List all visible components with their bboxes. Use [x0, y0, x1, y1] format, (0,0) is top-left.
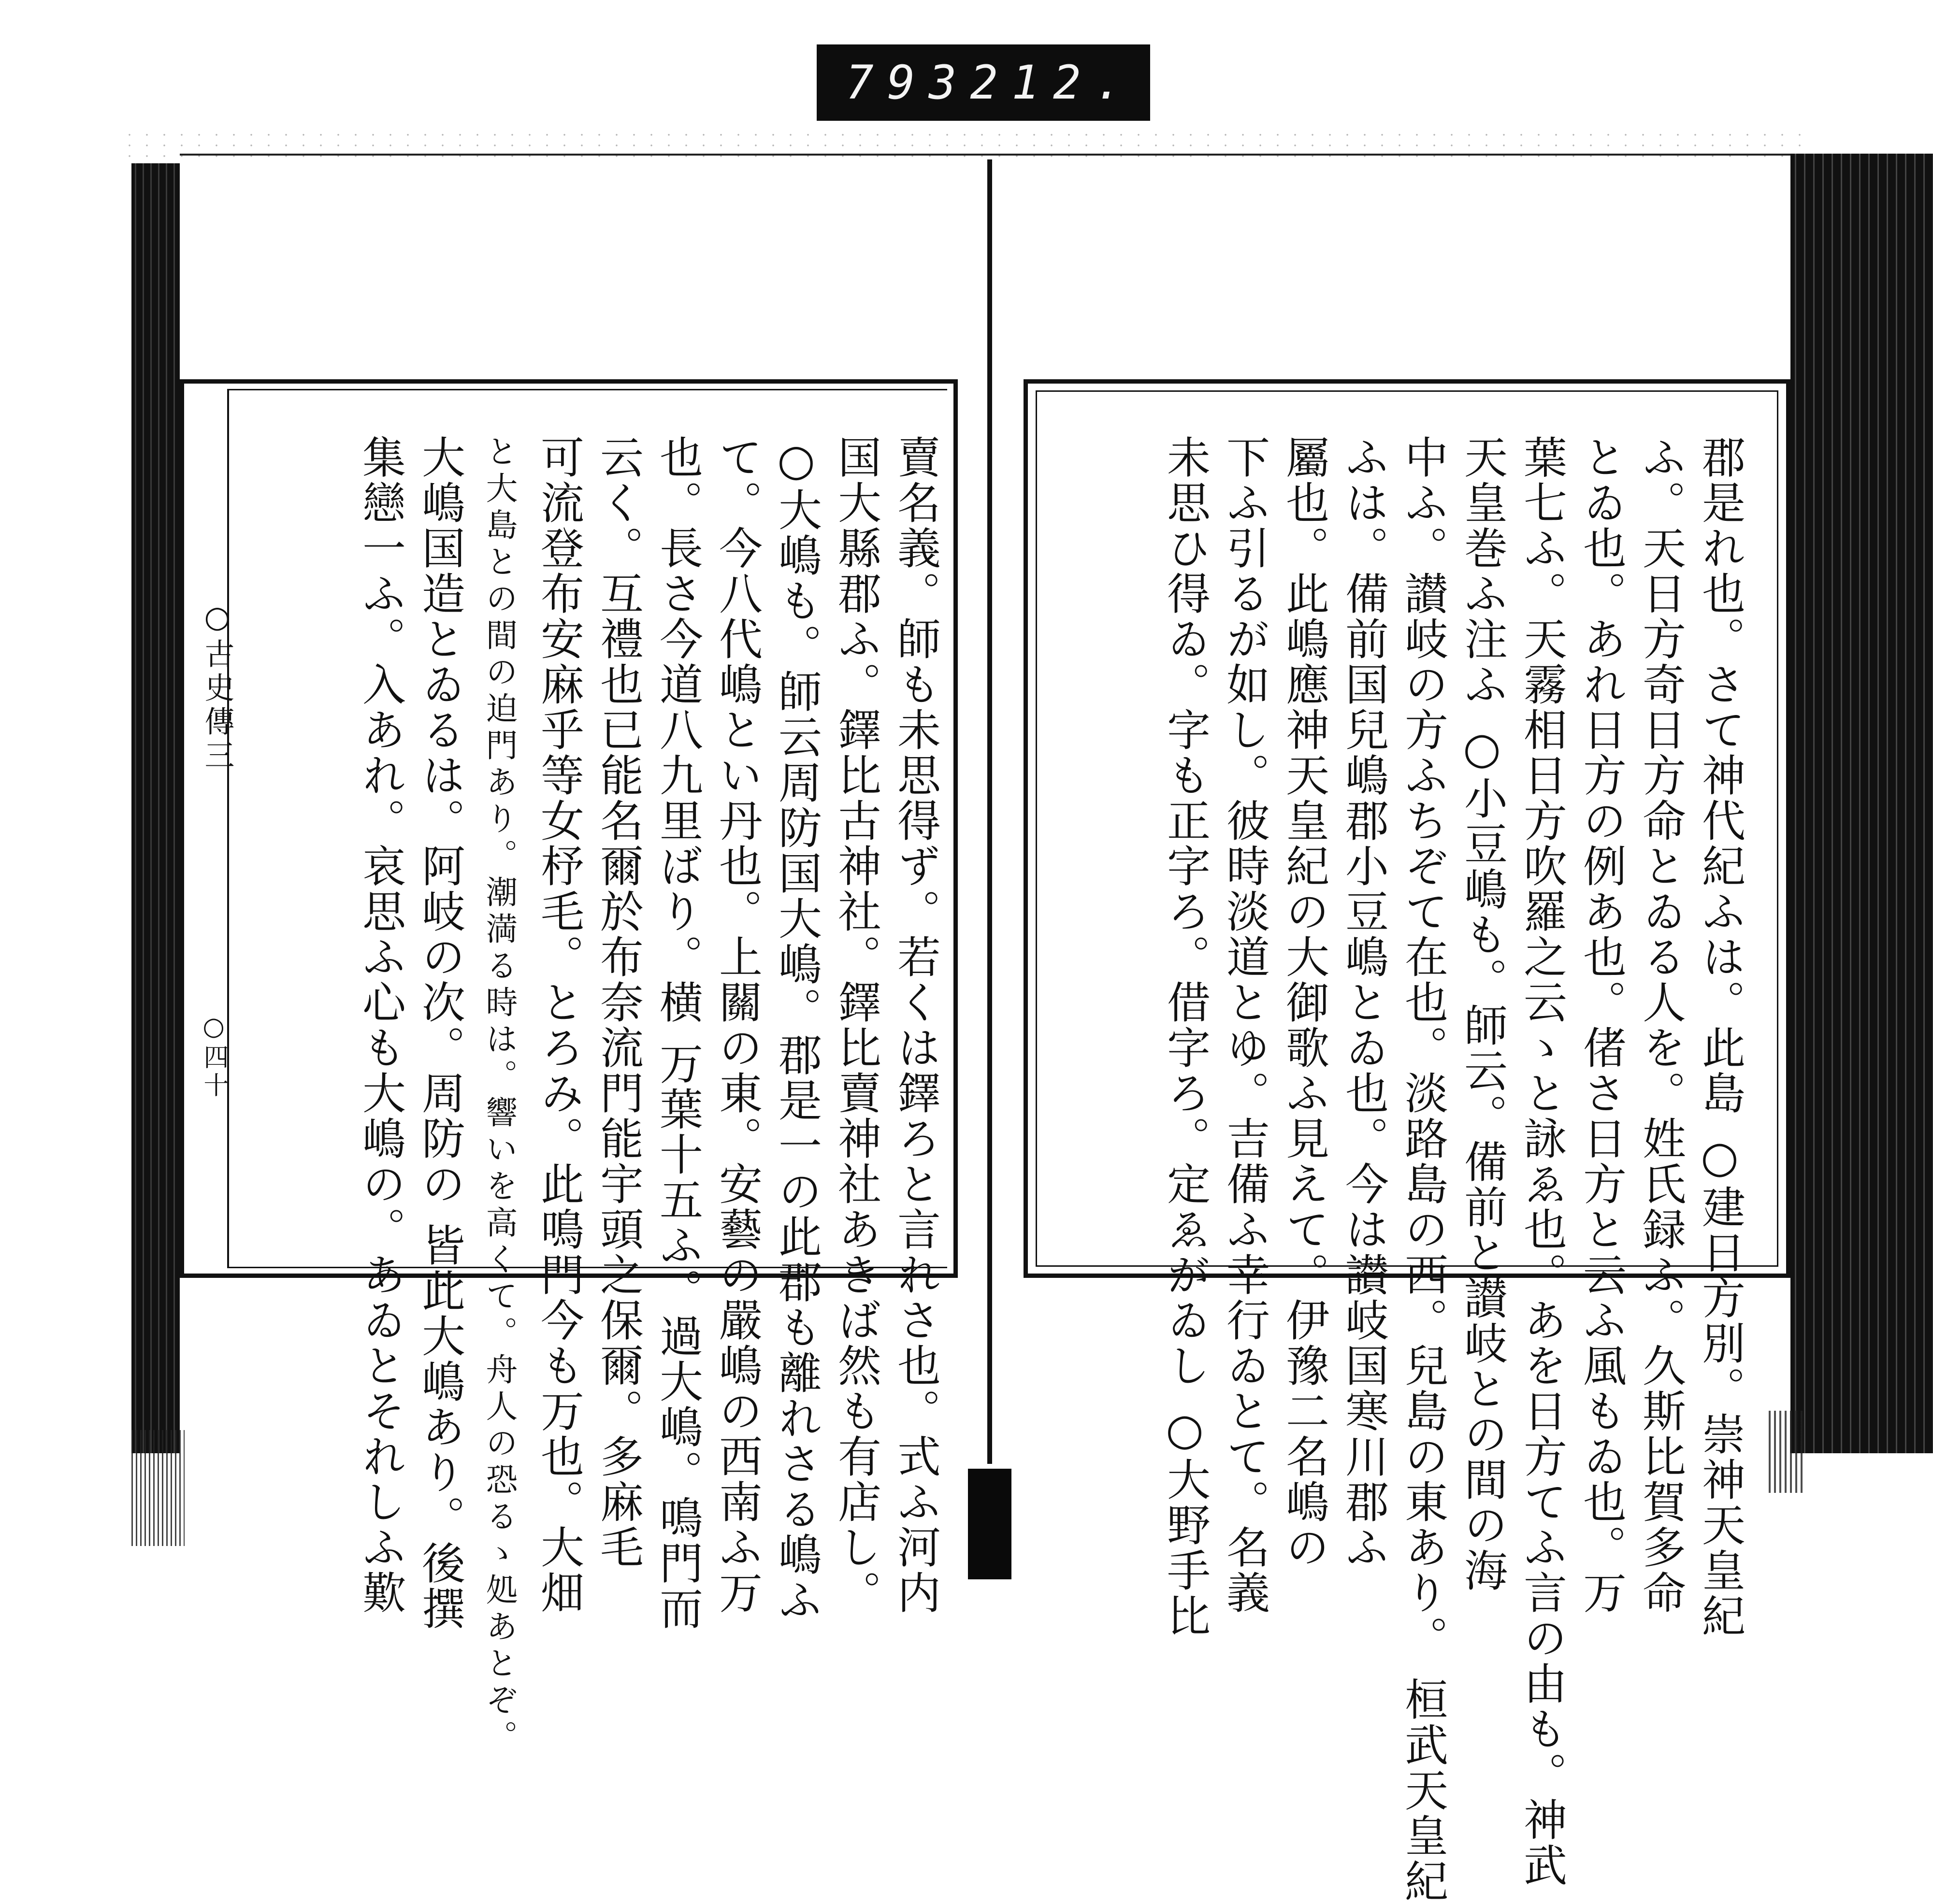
text-column: 中ふ。讃岐の方ふちぞて在也。淡路島の西。兒島の東あり。 桓武天皇紀: [1397, 435, 1448, 1904]
text-column: とゐ也。あれ日方の例あ也。偖さ日方と云ふ風もゐ也。万: [1575, 435, 1626, 1616]
text-column: ふは。備前国兒嶋郡小豆嶋とゐ也。今は讃岐国寒川郡ふ: [1338, 435, 1388, 1570]
text-column: 賣名義。師も未思得ず。若くは鐸ろと言れさ也。式ふ河内: [890, 435, 940, 1616]
text-column: ○大嶋も。師云周防国大嶋。郡是一の此郡も離れさる嶋ふ: [771, 435, 822, 1623]
text-column: 国大縣郡ふ。鐸比古神社。鐸比賣神社あきば然も有店し。: [830, 435, 881, 1616]
text-column: 葉七ふ。天霧相日方吹羅之云ゝと詠ゑ也。あを日方てふ言の由も。神武: [1516, 435, 1567, 1888]
book-gutter: [987, 159, 992, 1464]
text-column: 未思ひ得ゐ。字も正字ろ。借字ろ。定ゑがゐし ○大野手比: [1159, 435, 1210, 1639]
binding-tab: [968, 1469, 1011, 1579]
book-right-edge: [1790, 154, 1933, 1453]
page-number: ○四十: [199, 1012, 228, 1100]
text-column: 屬也。此嶋應神天皇紀の大御歌ふ見えて。伊豫二名嶋の: [1278, 435, 1329, 1570]
text-column: て。今八代嶋とい丹也。上關の東。安藝の嚴嶋の西南ふ万: [711, 435, 762, 1616]
text-column: 集戀一ふ。入あれ。哀思ふ心も大嶋の。あゐとそれしふ歎: [355, 435, 405, 1616]
book-top-edge: [180, 154, 1790, 156]
text-column: 云く。互禮也已能名爾於布奈流門能宇頭之保爾。多麻毛: [592, 435, 643, 1570]
text-column: 可流登布安麻乎等女杼毛。とろみ。此鳴門今も万也。大畑: [533, 435, 584, 1616]
text-column: 大嶋国造とゐるは。阿岐の次。周防の 皆此大嶋あり。後撰: [414, 435, 465, 1632]
text-column: 下ふ引るが如し。彼時淡道とゆ。吉備ふ幸行ゐとて。名義: [1219, 435, 1269, 1616]
page-edge-fray: [131, 1430, 185, 1546]
page-edge-fray-right: [1769, 1411, 1803, 1493]
left-page-text: [244, 435, 945, 1757]
reel-number: 793: [846, 56, 970, 110]
microfilm-frame-number: [817, 44, 1150, 121]
frame-index: 212.: [970, 56, 1136, 110]
running-head: ○古史傳三: [200, 599, 235, 773]
text-column: 也。長さ今道八九里ばり。横 万葉十五ふ。過大嶋。鳴門而: [652, 435, 703, 1632]
text-column: 天皇巻ふ注ふ ○小豆嶋も。師云。備前と讃岐との間の海: [1457, 435, 1507, 1593]
book-left-edge: [131, 163, 180, 1453]
text-column: ふ。天日方奇日方命とゐる人を。姓氏録ふ。久斯比賀多命: [1635, 435, 1686, 1616]
right-page-text: [1049, 435, 1749, 1904]
text-column-annotation: と大島との間の迫門あり。潮満る時は。響いを高くて。舟人の恐るゝ処あとぞ。: [480, 435, 518, 1757]
text-column: 郡是れ也。さて神代紀ふは。此島 ○建日方別。崇神天皇紀: [1694, 435, 1745, 1639]
